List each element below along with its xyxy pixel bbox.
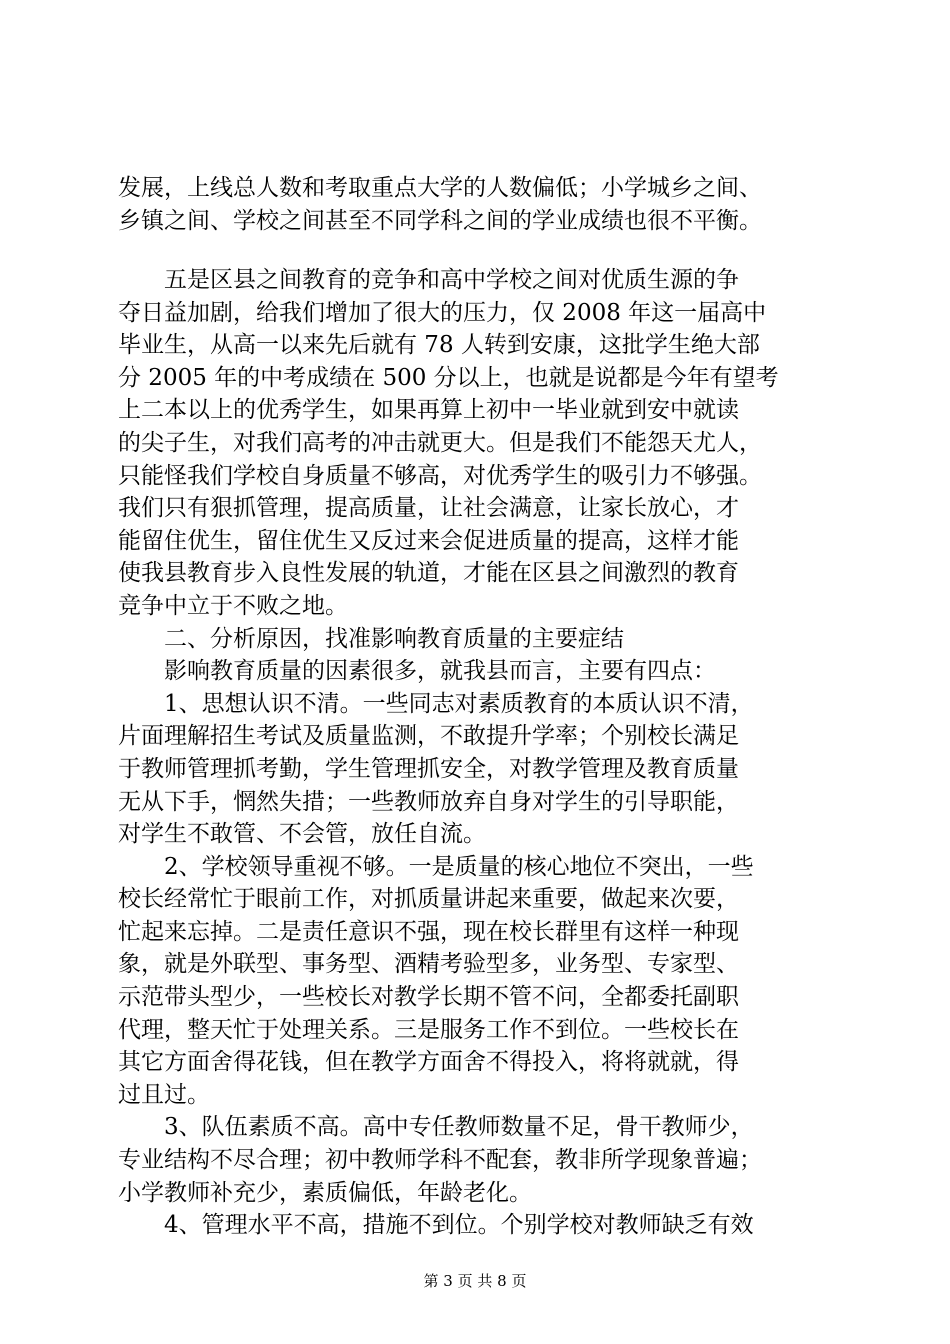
text-line: 只能怪我们学校自身质量不够高，对优秀学生的吸引力不够强。 (118, 462, 762, 489)
page-number-footer: 第 3 页 共 8 页 (423, 1272, 527, 1290)
text-line: 毕业生，从高一以来先后就有 78 人转到安康，这批学生绝大部 (118, 332, 760, 359)
text-line: 夺日益加剧，给我们增加了很大的压力，仅 2008 年这一届高中 (118, 299, 767, 326)
paragraph-start-line: 4、管理水平不高，措施不到位。个别学校对教师缺乏有效 (164, 1212, 754, 1239)
text-line: 片面理解招生考试及质量监测，不敢提升学率；个别校长满足 (118, 723, 739, 750)
body-text (118, 264, 848, 1242)
text-line: 象，就是外联型、事务型、酒精考验型多，业务型、专家型、 (118, 951, 739, 978)
text-line: 忙起来忘掉。二是责任意识不强，现在校长群里有这样一种现 (118, 918, 739, 945)
text-line: 乡镇之间、学校之间甚至不同学科之间的学业成绩也很不平衡。 (118, 207, 762, 234)
text-line: 的尖子生，对我们高考的冲击就更大。但是我们不能怨天尤人， (118, 429, 762, 456)
text-line: 使我县教育步入良性发展的轨道，才能在区县之间激烈的教育 (118, 560, 739, 587)
paragraph-start-line: 1、思想认识不清。一些同志对素质教育的本质认识不清， (164, 690, 754, 717)
text-line: 其它方面舍得花钱，但在教学方面舍不得投入，将将就就，得 (118, 1049, 739, 1076)
section-heading: 二、分析原因，找准影响教育质量的主要症结 (164, 625, 624, 652)
intro-paragraph (118, 172, 848, 237)
text-line: 无从下手，惘然失措；一些教师放弃自身对学生的引导职能， (118, 788, 739, 815)
paragraph-start-line: 影响教育质量的因素很多，就我县而言，主要有四点： (164, 658, 716, 685)
text-line: 能留住优生，留住优生又反过来会促进质量的提高，这样才能 (118, 527, 739, 554)
text-line: 竞争中立于不败之地。 (118, 592, 348, 619)
paragraph-start-line: 五是区县之间教育的竞争和高中学校之间对优质生源的争 (164, 267, 739, 293)
text-line: 校长经常忙于眼前工作，对抓质量讲起来重要，做起来次要， (118, 886, 739, 913)
paragraph-start-line: 2、学校领导重视不够。一是质量的核心地位不突出，一些 (164, 853, 754, 880)
text-line: 示范带头型少，一些校长对教学长期不管不问，全都委托副职 (118, 984, 739, 1011)
text-line: 于教师管理抓考勤，学生管理抓安全，对教学管理及教育质量 (118, 755, 739, 782)
text-line: 发展，上线总人数和考取重点大学的人数偏低；小学城乡之间、 (118, 175, 762, 201)
text-line: 分 2005 年的中考成绩在 500 分以上，也就是说都是今年有望考 (118, 364, 779, 391)
text-line: 专业结构不尽合理；初中教师学科不配套，教非所学现象普遍； (118, 1147, 762, 1174)
text-line: 小学教师补充少，素质偏低，年龄老化。 (118, 1179, 532, 1206)
text-line: 代理，整天忙于处理关系。三是服务工作不到位。一些校长在 (118, 1016, 739, 1043)
text-line: 我们只有狠抓管理，提高质量，让社会满意，让家长放心，才 (118, 495, 739, 522)
text-line: 过且过。 (118, 1081, 210, 1108)
paragraph-start-line: 3、队伍素质不高。高中专任教师数量不足，骨干教师少， (164, 1114, 754, 1141)
text-line: 对学生不敢管、不会管，放任自流。 (118, 821, 486, 848)
text-line: 上二本以上的优秀学生，如果再算上初中一毕业就到安中就读 (118, 397, 739, 424)
